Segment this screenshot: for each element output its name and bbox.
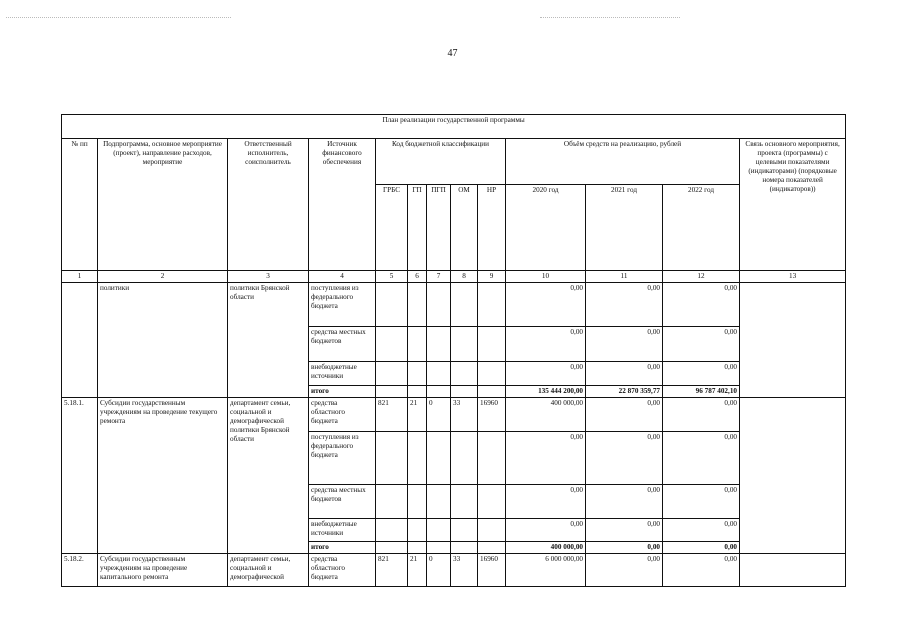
col-number: 8	[451, 271, 478, 283]
value-2020: 400 000,00	[506, 398, 586, 432]
value-2022: 0,00	[663, 519, 740, 542]
value-2020: 0,00	[506, 519, 586, 542]
col-number: 3	[228, 271, 309, 283]
code-om: 33	[451, 398, 478, 432]
col-number: 1	[62, 271, 98, 283]
row-no: 5.18.2.	[62, 554, 98, 587]
header-2021: 2021 год	[586, 185, 663, 271]
col-number: 13	[740, 271, 846, 283]
value-2022: 0,00	[663, 362, 740, 386]
table-row	[62, 554, 846, 587]
col-number: 5	[376, 271, 408, 283]
scan-artifact-top-right	[540, 17, 680, 19]
row-source: средства областного бюджета	[309, 554, 376, 587]
header-np: НР	[478, 185, 506, 271]
value-2022: 0,00	[663, 485, 740, 519]
row-executor: департамент семьи, социальной и демографической политики Брянской области	[228, 398, 309, 554]
row-source: внебюджетные источники	[309, 362, 376, 386]
value-2020: 0,00	[506, 362, 586, 386]
value-2020: 0,00	[506, 327, 586, 362]
col-number: 2	[98, 271, 228, 283]
value-2020: 0,00	[506, 283, 586, 327]
code-np: 16960	[478, 554, 506, 587]
col-number: 11	[586, 271, 663, 283]
code-grbs: 821	[376, 398, 408, 432]
row-subprogram: Субсидии государственным учреждениям на проведение текущего ремонта	[98, 398, 228, 554]
header-subprogram: Подпрограмма, основное мероприятие (проект), направление расходов, мероприятие	[98, 139, 228, 271]
total-2022: 96 787 402,10	[663, 386, 740, 398]
code-np: 16960	[478, 398, 506, 432]
implementation-plan-table	[61, 114, 846, 587]
value-2021: 0,00	[586, 554, 663, 587]
code-pgp: 0	[427, 398, 451, 432]
value-2020: 6 000 000,00	[506, 554, 586, 587]
value-2021: 0,00	[586, 398, 663, 432]
header-om: ОМ	[451, 185, 478, 271]
value-2021: 0,00	[586, 485, 663, 519]
header-2020: 2020 год	[506, 185, 586, 271]
col-number: 9	[478, 271, 506, 283]
header-2022: 2022 год	[663, 185, 740, 271]
row-no	[62, 283, 98, 398]
value-2021: 0,00	[586, 362, 663, 386]
total-2021: 22 870 359,77	[586, 386, 663, 398]
page-number: 47	[447, 48, 458, 59]
row-subprogram: политики	[98, 283, 228, 398]
header-link: Связь основного мероприятия, проекта (программы) с целевыми показателями (индикаторами) (порядковые номера показателей (индикаторов))	[740, 139, 846, 271]
code-gp: 21	[408, 554, 427, 587]
row-source: внебюджетные источники	[309, 519, 376, 542]
header-volume: Объём средств на реализацию, рублей	[506, 139, 740, 185]
header-gp: ГП	[408, 185, 427, 271]
value-2021: 0,00	[586, 283, 663, 327]
value-2022: 0,00	[663, 398, 740, 432]
scan-artifact-top-left	[6, 17, 231, 19]
code-pgp: 0	[427, 554, 451, 587]
col-number: 12	[663, 271, 740, 283]
value-2021: 0,00	[586, 432, 663, 485]
row-source: средства местных бюджетов	[309, 485, 376, 519]
header-source: Источник финансового обеспечения	[309, 139, 376, 271]
table-row	[62, 283, 846, 327]
code-grbs: 821	[376, 554, 408, 587]
row-executor: политики Брянской области	[228, 283, 309, 398]
col-number: 10	[506, 271, 586, 283]
total-2020: 135 444 200,00	[506, 386, 586, 398]
header-grbs: ГРБС	[376, 185, 408, 271]
code-om: 33	[451, 554, 478, 587]
header-budget-code: Код бюджетной классификации	[376, 139, 506, 185]
row-source: средства областного бюджета	[309, 398, 376, 432]
row-subprogram: Субсидии государственным учреждениям на проведение капитального ремонта	[98, 554, 228, 587]
value-2022: 0,00	[663, 554, 740, 587]
row-source: итого	[309, 542, 376, 554]
row-source: поступления из федерального бюджета	[309, 283, 376, 327]
row-executor: департамент семьи, социальной и демографической	[228, 554, 309, 587]
value-2021: 0,00	[586, 519, 663, 542]
value-2022: 0,00	[663, 283, 740, 327]
header-no: № пп	[62, 139, 98, 271]
value-2021: 0,00	[586, 327, 663, 362]
total-2022: 0,00	[663, 542, 740, 554]
row-source: итого	[309, 386, 376, 398]
value-2022: 0,00	[663, 432, 740, 485]
col-number: 7	[427, 271, 451, 283]
total-2021: 0,00	[586, 542, 663, 554]
col-number: 6	[408, 271, 427, 283]
code-gp: 21	[408, 398, 427, 432]
table-row	[62, 398, 846, 432]
col-number: 4	[309, 271, 376, 283]
value-2020: 0,00	[506, 485, 586, 519]
header-executor: Ответственный исполнитель, соисполнитель	[228, 139, 309, 271]
header-pgp: ПГП	[427, 185, 451, 271]
table-title: План реализации государственной программы	[62, 115, 846, 139]
row-source: поступления из федерального бюджета	[309, 432, 376, 485]
value-2022: 0,00	[663, 327, 740, 362]
value-2020: 0,00	[506, 432, 586, 485]
total-2020: 400 000,00	[506, 542, 586, 554]
row-source: средства местных бюджетов	[309, 327, 376, 362]
row-no: 5.18.1.	[62, 398, 98, 554]
